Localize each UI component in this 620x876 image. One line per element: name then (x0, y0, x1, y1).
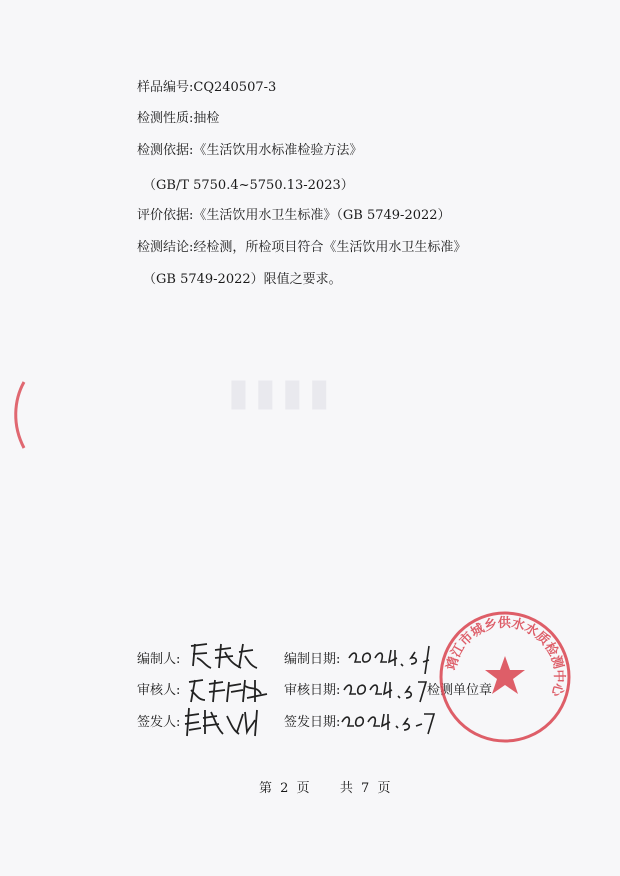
edge-seal-mark (8, 380, 28, 450)
page-number: 2 (280, 781, 289, 796)
reviewer-date-handwritten (340, 674, 430, 704)
issuer-label: 签发人: (137, 715, 181, 730)
test-nature-line (137, 111, 219, 127)
page-footer (259, 777, 394, 796)
reviewer-row (137, 679, 493, 698)
sample-number-value: CQ240507-3 (193, 80, 277, 95)
total-prefix: 共 (339, 781, 353, 796)
issuer-date-label: 签发日期: (284, 715, 341, 730)
reviewer-signature (185, 672, 275, 706)
total-number: 7 (361, 781, 370, 796)
test-basis-code: （GB/T 5750.4~5750.13-2023） (143, 178, 354, 193)
evaluation-basis-value: 《生活饮用水卫生标准》（GB 5749-2022） (193, 208, 451, 223)
editor-row (137, 648, 341, 667)
unit-seal-label: 检测单位章 (427, 683, 493, 698)
total-suffix: 页 (377, 781, 391, 796)
page-prefix: 第 (259, 781, 273, 796)
conclusion-value: 经检测，所检项目符合《生活饮用水卫生标准》 (193, 240, 467, 255)
editor-signature (185, 638, 265, 672)
evaluation-basis-label: 评价依据: (137, 208, 194, 223)
evaluation-basis-line (137, 208, 451, 224)
sample-number-label: 样品编号: (137, 80, 194, 95)
page-suffix: 页 (296, 781, 310, 796)
test-nature-label: 检测性质: (137, 111, 194, 126)
issuer-date-handwritten (338, 704, 438, 736)
test-nature-value: 抽检 (193, 111, 220, 126)
test-basis-value: 《生活饮用水标准检验方法》 (193, 143, 363, 158)
show-through-title: ▮▮▮▮ (228, 370, 336, 414)
test-basis-line (137, 143, 362, 159)
issuer-signature (183, 702, 273, 740)
conclusion-tail: （GB 5749-2022）限值之要求。 (143, 272, 342, 287)
official-seal (436, 608, 574, 746)
sample-number-line (137, 80, 276, 96)
conclusion-line (137, 240, 466, 256)
reviewer-date-label: 审核日期: (284, 683, 341, 698)
editor-label: 编制人: (137, 652, 181, 667)
issuer-row (137, 711, 341, 730)
conclusion-label: 检测结论: (137, 240, 194, 255)
reviewer-label: 审核人: (137, 683, 181, 698)
test-basis-label: 检测依据: (137, 143, 194, 158)
svg-text:靖江市城乡供水水质检测中心: 靖江市城乡供水水质检测中心 (444, 615, 567, 698)
editor-date-handwritten (345, 640, 435, 674)
editor-date-label: 编制日期: (284, 652, 341, 667)
